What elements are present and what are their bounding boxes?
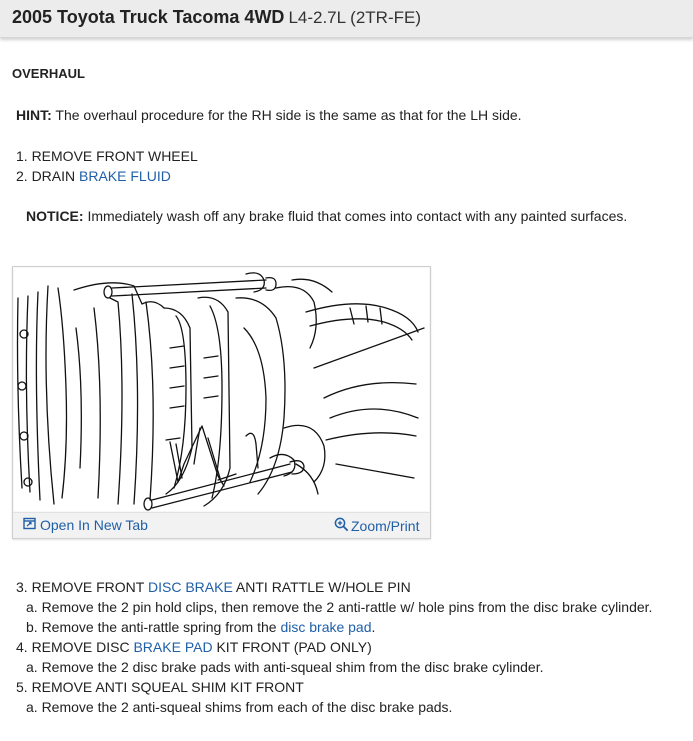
step-5: 5. REMOVE ANTI SQUEAL SHIM KIT FRONT bbox=[16, 679, 304, 695]
brake-caliper-drawing bbox=[14, 268, 429, 511]
step-5a: a. Remove the 2 anti-squeal shims from each of the disc brake pads. bbox=[26, 699, 453, 715]
open-new-tab-button[interactable] bbox=[23, 517, 148, 533]
brake-diagram-figure bbox=[12, 266, 431, 539]
zoom-print-button[interactable] bbox=[334, 517, 419, 535]
hint-label: HINT: bbox=[16, 107, 52, 123]
brake-pad-link[interactable]: BRAKE PAD bbox=[133, 639, 213, 655]
magnifier-plus-icon bbox=[334, 517, 349, 535]
step-3b: b. Remove the anti-rattle spring from the disc brake pad. bbox=[26, 619, 376, 635]
step-4a: a. Remove the 2 disc brake pads with anti-squeal shim from the disc brake cylinder. bbox=[26, 659, 544, 675]
step-1: 1. REMOVE FRONT WHEEL bbox=[16, 148, 198, 164]
open-new-tab-label: Open In New Tab bbox=[40, 517, 148, 533]
brake-fluid-link[interactable]: BRAKE FLUID bbox=[79, 168, 171, 184]
open-new-tab-icon bbox=[23, 517, 36, 533]
notice-text: Immediately wash off any brake fluid that comes into contact with any painted surfaces. bbox=[83, 208, 628, 224]
page-header bbox=[0, 0, 693, 38]
section-title: OVERHAUL bbox=[12, 66, 85, 81]
zoom-print-label: Zoom/Print bbox=[351, 518, 420, 534]
engine-subtitle: L4-2.7L (2TR-FE) bbox=[288, 8, 422, 27]
disc-brake-link[interactable]: DISC BRAKE bbox=[147, 579, 233, 595]
step-3a: a. Remove the 2 pin hold clips, then remove the 2 anti-rattle w/ hole pins from the disc brake cylinder. bbox=[26, 599, 653, 615]
brake-caliper-illustration[interactable] bbox=[14, 268, 429, 511]
notice-label: NOTICE: bbox=[26, 208, 84, 224]
hint-paragraph bbox=[16, 107, 522, 123]
notice-paragraph bbox=[26, 208, 627, 224]
step-2: 2. DRAIN BRAKE FLUID bbox=[16, 168, 171, 184]
hint-text: The overhaul procedure for the RH side is the same as that for the LH side. bbox=[51, 107, 522, 123]
vehicle-title: 2005 Toyota Truck Tacoma 4WD bbox=[12, 7, 285, 27]
figure-toolbar bbox=[13, 512, 430, 538]
disc-brake-pad-link[interactable]: disc brake pad bbox=[280, 619, 372, 635]
step-4: 4. REMOVE DISC BRAKE PAD KIT FRONT (PAD ONLY) bbox=[16, 639, 372, 655]
step-3: 3. REMOVE FRONT DISC BRAKE ANTI RATTLE W/HOLE PIN bbox=[16, 579, 411, 595]
